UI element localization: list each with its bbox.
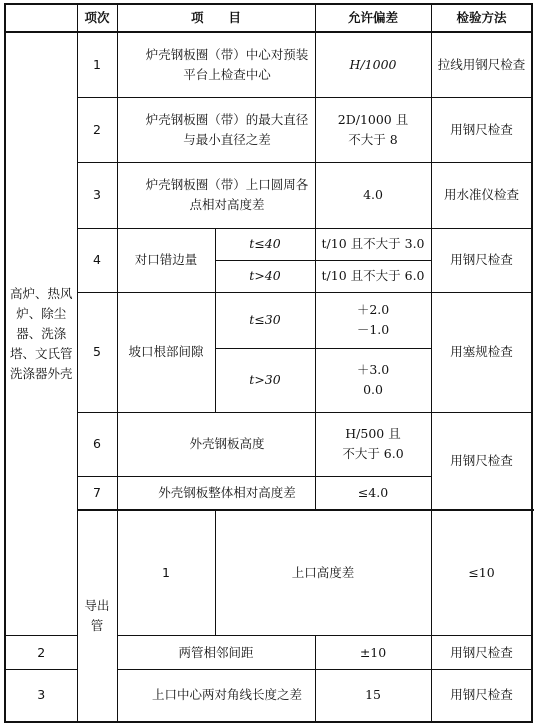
row-item: 上口中心两对角线长度之差 xyxy=(117,670,315,722)
table-row xyxy=(5,97,532,162)
row-tolerance: ≤4.0 xyxy=(315,476,431,510)
header-tolerance: 允许偏差 xyxy=(315,4,431,32)
table-row xyxy=(5,510,532,636)
row-condition: t≤40 xyxy=(215,228,315,260)
row-no: 1 xyxy=(117,510,215,636)
row-item: 坡口根部间隙 xyxy=(117,292,215,412)
row-tolerance: t/10 且不大于 3.0 xyxy=(315,228,431,260)
row-item: 炉壳钢板圈（带）上口圆周各点相对高度差 xyxy=(117,162,315,228)
tolerance-line: 2D/1000 且 xyxy=(337,111,409,127)
group-label: 导出管 xyxy=(77,510,117,722)
row-method: 用钢尺检查 xyxy=(431,670,532,722)
row-item: 炉壳钢板圈（带）中心对预装平台上检查中心 xyxy=(117,32,315,97)
row-tolerance xyxy=(315,412,431,476)
row-item: 上口高度差 xyxy=(215,510,431,636)
row-method: 用钢尺检查 xyxy=(431,636,532,670)
row-tolerance xyxy=(315,292,431,348)
table-row xyxy=(5,162,532,228)
row-no: 4 xyxy=(77,228,117,292)
table-row xyxy=(5,228,532,260)
row-method: 用钢尺检查 xyxy=(431,97,532,162)
row-tolerance: 15 xyxy=(315,670,431,722)
tolerance-line: －1.0 xyxy=(356,322,390,337)
row-method: 用塞规检查 xyxy=(431,292,532,412)
header-blank xyxy=(5,4,77,32)
row-no: 2 xyxy=(77,97,117,162)
tolerance-line: 不大于 6.0 xyxy=(342,446,404,461)
tolerance-line: 0.0 xyxy=(363,382,383,397)
row-method: 用钢尺检查 xyxy=(431,412,532,510)
row-condition: t>30 xyxy=(215,348,315,412)
tolerance-line: ＋2.0 xyxy=(356,302,390,317)
header-item: 项 目 xyxy=(117,4,315,32)
row-item: 外壳钢板整体相对高度差 xyxy=(117,476,315,510)
table-row xyxy=(5,412,532,476)
group-label: 高炉、热风炉、除尘器、洗涤塔、文氏管洗涤器外壳 xyxy=(5,32,77,636)
tolerance-line: ＋3.0 xyxy=(356,362,390,377)
row-item: 两管相邻间距 xyxy=(117,636,315,670)
row-no: 3 xyxy=(5,670,77,722)
tolerance-table xyxy=(4,3,533,723)
row-no: 3 xyxy=(77,162,117,228)
row-tolerance: t/10 且不大于 6.0 xyxy=(315,260,431,292)
row-no: 5 xyxy=(77,292,117,412)
row-tolerance: H/1000 xyxy=(315,32,431,97)
row-item: 对口错边量 xyxy=(117,228,215,292)
row-tolerance: ≤10 xyxy=(431,510,532,636)
row-tolerance: ±10 xyxy=(315,636,431,670)
row-method: 用钢尺检查 xyxy=(431,228,532,292)
header-row xyxy=(5,4,532,32)
row-tolerance xyxy=(315,348,431,412)
tolerance-line: H/500 且 xyxy=(345,426,401,441)
row-condition: t≤30 xyxy=(215,292,315,348)
row-item: 外壳钢板高度 xyxy=(117,412,315,476)
row-method: 拉线用钢尺检查 xyxy=(431,32,532,97)
row-tolerance xyxy=(315,97,431,162)
row-no: 2 xyxy=(5,636,77,670)
row-no: 7 xyxy=(77,476,117,510)
row-no: 1 xyxy=(77,32,117,97)
row-item: 炉壳钢板圈（带）的最大直径与最小直径之差 xyxy=(117,97,315,162)
row-condition: t>40 xyxy=(215,260,315,292)
table-row xyxy=(5,292,532,348)
header-method: 检验方法 xyxy=(431,4,532,32)
row-tolerance: 4.0 xyxy=(315,162,431,228)
header-no: 项次 xyxy=(77,4,117,32)
row-no: 6 xyxy=(77,412,117,476)
tolerance-line: 不大于 8 xyxy=(348,131,398,147)
row-method: 用水准仪检查 xyxy=(431,162,532,228)
table-row xyxy=(5,32,532,97)
